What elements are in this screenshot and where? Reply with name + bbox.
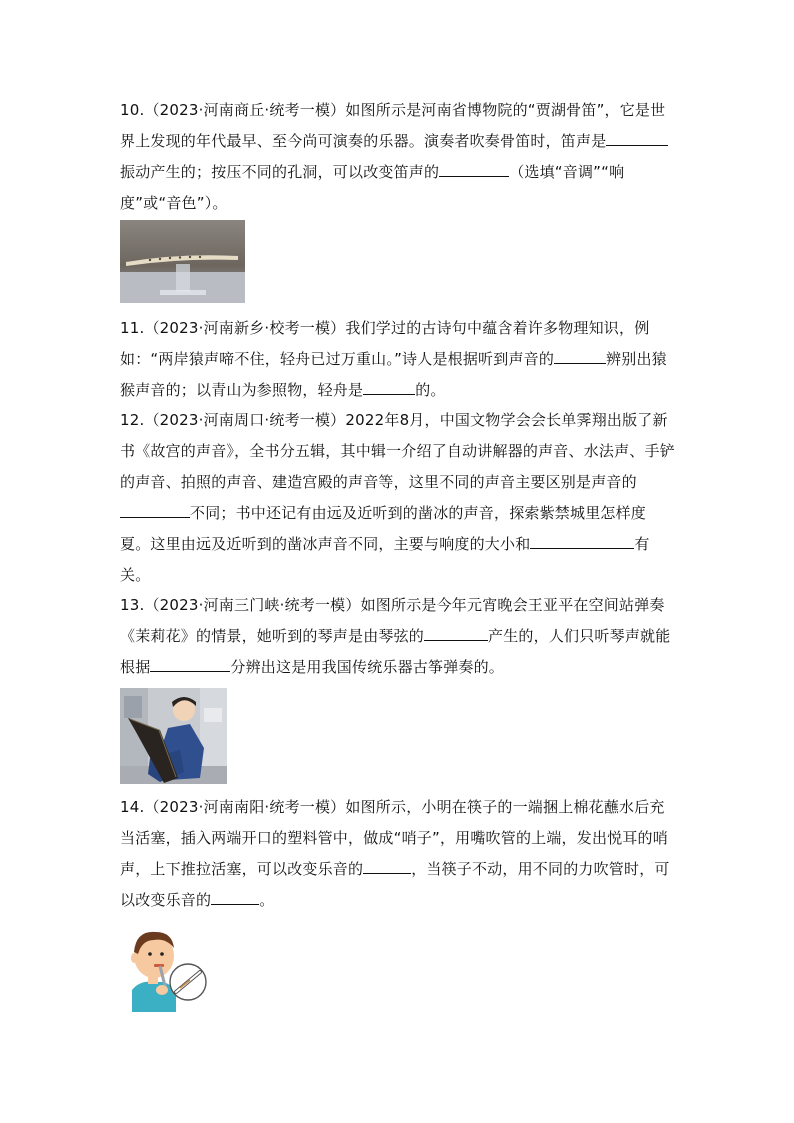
question-text: 不同；书中还记有由远及近听到的凿冰的声音，探索紫禁城里怎样度夏。这里由远及近听到的凿冰声音不同，主要与响度的大小和 [120,504,647,553]
question-number: 14 [120,798,140,816]
question-10: 10.（2023·河南商丘·统考一模）如图所示是河南省博物院的“贾湖骨笛”，它是世界上发现的年代最早、至今尚可演奏的乐器。演奏者吹奏骨笛时，笛声是振动产生的；按压不同的孔洞，可以改变笛声的 （选填“音调”“响度”或“音色”）。 [120,95,676,219]
question-text: （选填“音调”“响度”或“音色”）。 [120,163,625,212]
question-text: 如图所示，小明在筷子的一端捆上棉花蘸水后充当活塞，插入两端开口的塑料管中，做成“哨子”，用嘴吹管的上端，发出悦耳的哨声，上下推拉活塞，可以改变乐音的 [120,798,668,878]
question-text: 辨别出猿猴声音的；以青山为参照物，轻舟是 [120,350,667,399]
question-text: 分辨出这是用我国传统乐器古筝弹奏的。 [230,658,505,676]
question-11: 11.（2023·河南新乡·校考一模）我们学过的古诗句中蕴含着许多物理知识，例如：“两岸猿声啼不住，轻舟已过万重山。”诗人是根据听到声音的 辨别出猿猴声音的；以青山为参照物，轻舟是 的。 [120,319,667,399]
answer-blank[interactable] [606,127,668,146]
question-text: 。 [259,891,275,909]
question-number: 10 [120,101,140,119]
question-number: 13 [120,596,140,614]
question-text: 有关。 [120,535,650,584]
question-number: 12 [120,411,140,429]
question-text: 如图所示是今年元宵晚会王亚平在空间站弹奏《茉莉花》的情景，她听到的琴声是由琴弦的 [120,596,665,645]
question-source: （2023·河南新乡·校考一模） [144,319,346,337]
question-text: 如图所示是河南省博物院的“贾湖骨笛”，它是世界上发现的年代最早、至今尚可演奏的乐器。演奏者吹奏骨笛时，笛声是 [120,101,666,150]
astronaut-figure [120,688,227,784]
astronaut-guzheng-photo-icon [120,688,227,784]
question-text: 的。 [415,381,446,399]
question-text: 振动产生的；按压不同的孔洞，可以改变笛声的 [120,163,440,181]
question-14: 14.（2023·河南南阳·统考一模）如图所示，小明在筷子的一端捆上棉花蘸水后充当活塞，插入两端开口的塑料管中，做成“哨子”，用嘴吹管的上端，发出悦耳的哨声，上下推拉活塞，可以改变乐音的 ，当筷子不动，用不同的力吹管时，可以改变乐音的 。 [120,798,670,909]
answer-blank[interactable] [363,376,415,395]
answer-blank[interactable] [120,499,190,518]
answer-blank[interactable] [211,886,259,905]
bone-flute-photo-icon [120,220,245,303]
answer-blank[interactable] [530,530,634,549]
answer-blank[interactable] [424,622,488,641]
question-source: （2023·河南南阳·统考一模） [144,798,346,816]
answer-blank[interactable] [363,855,411,874]
bone-flute-figure [120,220,245,303]
question-source: （2023·河南三门峡·统考一模） [144,596,361,614]
question-12: 12.（2023·河南周口·统考一模）2022年8月，中国文物学会会长单霁翔出版了新书《故宫的声音》，全书分五辑，其中辑一介绍了自动讲解器的声音、水法声、手铲的声音、拍照的声音、建造宫殿的声音等，这里不同的声音主要区别是声音的不同；书中还记有由远及近听到的凿冰的声音，探索紫禁城里怎样度夏。这里由远及近听到的凿冰声音不同，主要与响度的大小和 有关。 [120,411,675,584]
boy-whistle-figure [120,920,212,1012]
answer-blank[interactable] [554,345,606,364]
answer-blank[interactable] [439,158,509,177]
question-source: （2023·河南周口·统考一模） [144,411,346,429]
question-text: ，当筷子不动，用不同的力吹管时，可以改变乐音的 [120,860,670,909]
boy-whistle-illustration-icon [120,920,212,1012]
question-13: 13.（2023·河南三门峡·统考一模）如图所示是今年元宵晚会王亚平在空间站弹奏《茉莉花》的情景，她听到的琴声是由琴弦的 产生的，人们只听琴声就能根据 分辨出这是用我国传统乐器古筝弹奏的。 [120,596,671,676]
answer-blank[interactable] [150,653,230,672]
question-text: 我们学过的古诗句中蕴含着许多物理知识，例如：“两岸猿声啼不住，轻舟已过万重山。”诗人是根据听到声音的 [120,319,650,368]
question-number: 11 [120,319,140,337]
question-text: 产生的，人们只听琴声就能根据 [120,627,671,676]
question-text: 2022年8月，中国文物学会会长单霁翔出版了新书《故宫的声音》，全书分五辑，其中辑一介绍了自动讲解器的声音、水法声、手铲的声音、拍照的声音、建造宫殿的声音等，这里不同的声音主要区别是声音的 [120,411,675,491]
question-source: （2023·河南商丘·统考一模） [144,101,346,119]
